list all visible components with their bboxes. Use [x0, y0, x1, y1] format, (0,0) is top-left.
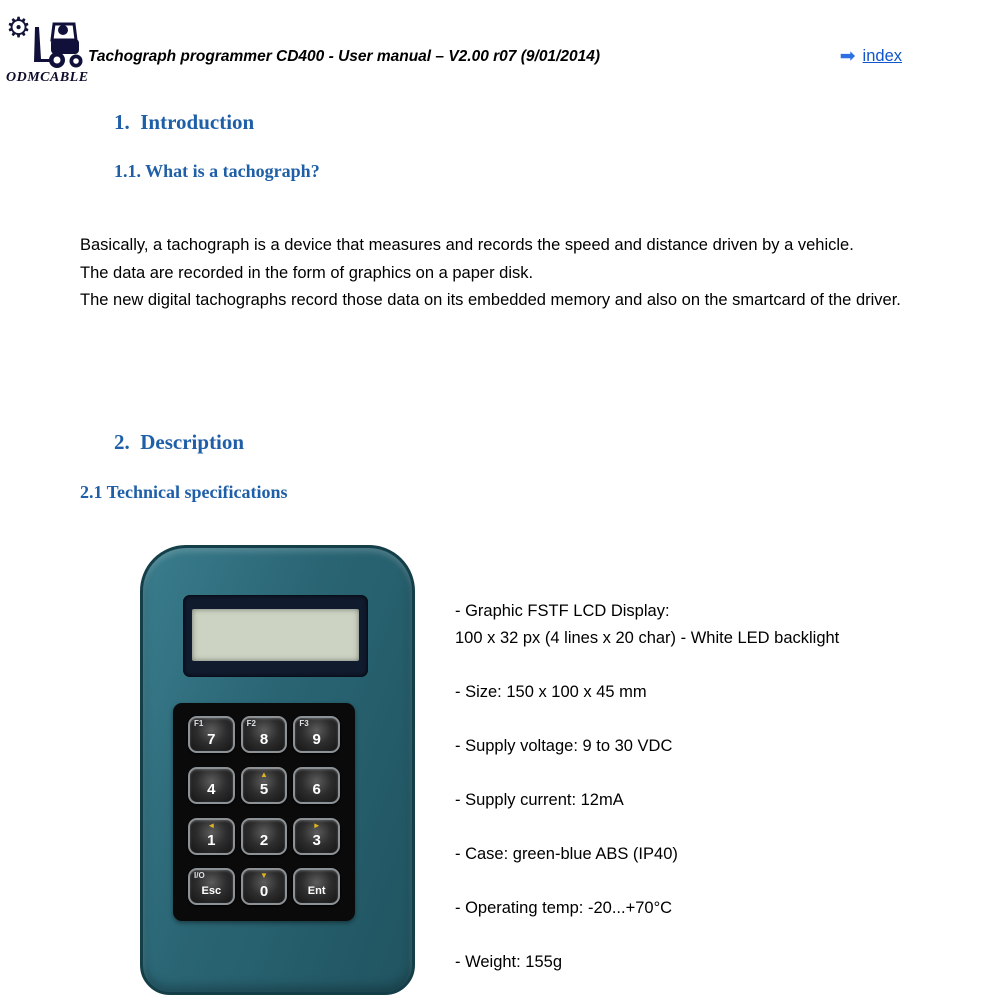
- intro-paragraph-3: The new digital tachographs record those data on its embedded memory and also on the smartcard of the driver.: [80, 291, 901, 309]
- key-4: 4: [188, 767, 235, 804]
- key-esc: I/O Esc: [188, 868, 235, 905]
- heading-technical-specifications: 2.1 Technical specifications: [80, 482, 288, 502]
- spec-list: [455, 598, 925, 1000]
- key-fn-label: F3: [299, 719, 309, 728]
- spec-item-voltage: [455, 733, 925, 760]
- spec-line: - Size: 150 x 100 x 45 mm: [455, 683, 647, 701]
- spec-item-current: [455, 787, 925, 814]
- key-2: 2: [241, 818, 288, 855]
- key-fn-label: F2: [246, 719, 256, 728]
- spec-line: - Graphic FSTF LCD Display:: [455, 602, 670, 620]
- heading-introduction: 1. Introduction: [114, 110, 255, 134]
- spec-line: 100 x 32 px (4 lines x 20 char) - White LED backlight: [455, 629, 840, 647]
- spec-line: - Supply current: 12mA: [455, 791, 624, 809]
- document-title: Tachograph programmer CD400 - User manual – V2.00 r07 (9/01/2014): [88, 48, 601, 65]
- heading-description: 2. Description: [114, 430, 245, 454]
- spec-item-weight: [455, 949, 925, 976]
- key-6: 6: [293, 767, 340, 804]
- key-fn-label: F1: [194, 719, 204, 728]
- spec-line: - Case: green-blue ABS (IP40): [455, 845, 678, 863]
- index-link[interactable]: index: [862, 47, 902, 65]
- device-lcd-bezel: [183, 595, 368, 677]
- intro-paragraph-1: Basically, a tachograph is a device that measures and records the speed and distance driven by a vehicle.: [80, 236, 854, 254]
- key-ent: Ent: [293, 868, 340, 905]
- key-7: F1 7: [188, 716, 235, 753]
- up-arrow-icon: ▲: [260, 769, 268, 779]
- spec-item-temp: [455, 895, 925, 922]
- key-9: F3 9: [293, 716, 340, 753]
- key-3: ► 3: [293, 818, 340, 855]
- spec-item-display: [455, 598, 925, 652]
- key-fn-label: I/O: [194, 871, 205, 881]
- gear-icon: ⚙: [6, 12, 32, 43]
- left-arrow-icon: ◄: [207, 820, 216, 830]
- intro-paragraphs: [80, 232, 918, 315]
- spec-line: - Weight: 155g: [455, 953, 563, 971]
- intro-paragraph-2: The data are recorded in the form of graphics on a paper disk.: [80, 263, 534, 282]
- device-lcd-screen: [192, 609, 359, 661]
- index-nav: [840, 47, 902, 66]
- key-5: ▲ 5: [241, 767, 288, 804]
- spec-item-size: [455, 679, 925, 706]
- key-8: F2 8: [241, 716, 288, 753]
- spec-line: - Operating temp: -20...+70°C: [455, 899, 673, 917]
- key-0: ▼ 0: [241, 868, 288, 905]
- device-photo: [140, 545, 415, 995]
- spec-line: - Supply voltage: 9 to 30 VDC: [455, 737, 673, 755]
- down-arrow-icon: ▼: [260, 871, 268, 881]
- heading-what-is-tachograph: 1.1. What is a tachograph?: [114, 161, 320, 181]
- right-arrow-icon: ►: [312, 820, 321, 830]
- key-1: ◄ 1: [188, 818, 235, 855]
- forklift-icon: [28, 16, 94, 70]
- spec-item-case: [455, 841, 925, 868]
- index-arrow-icon: ➡: [839, 46, 856, 67]
- device-keypad: [173, 703, 355, 921]
- logo-text: ODMCABLE: [6, 70, 89, 85]
